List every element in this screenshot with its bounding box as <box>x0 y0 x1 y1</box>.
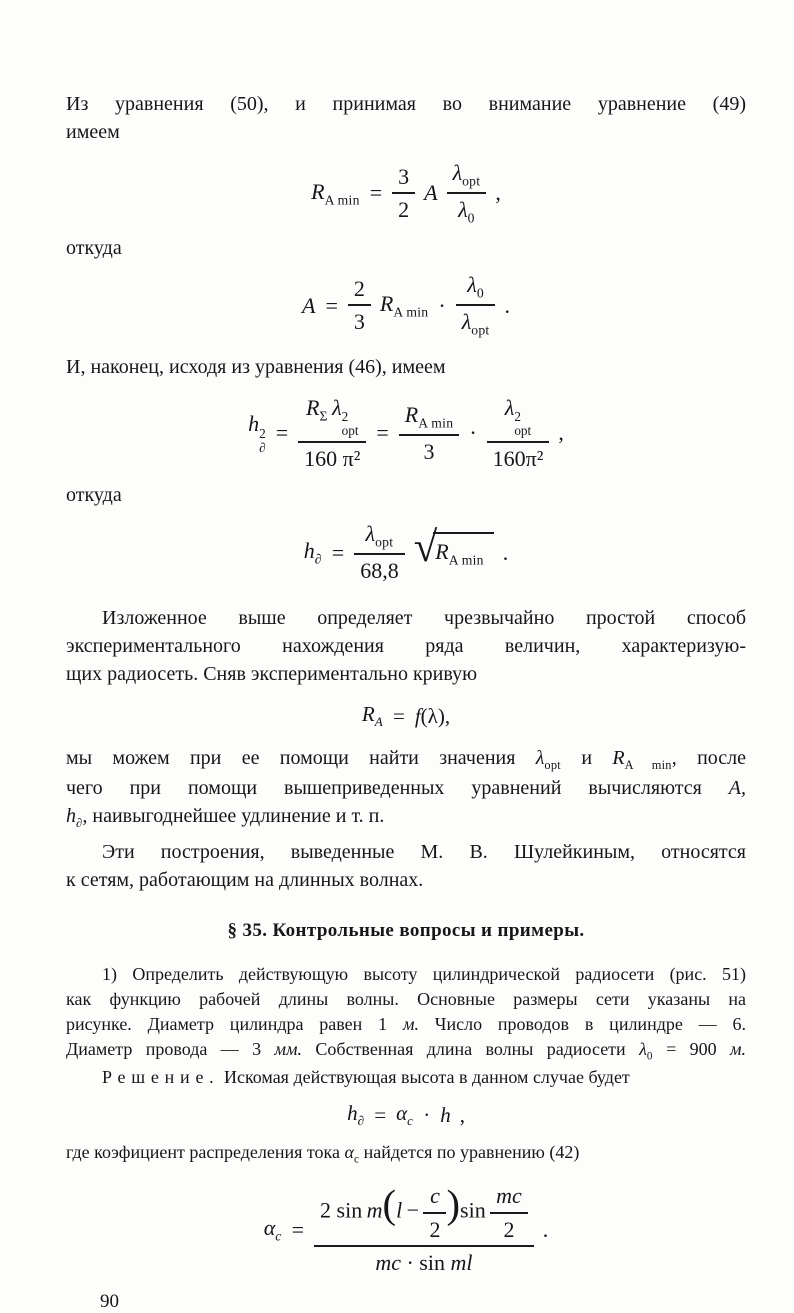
math-token: $R_A$ <box>361 701 383 729</box>
text-segment: opt <box>544 757 561 772</box>
text-segment: мм. <box>274 1038 303 1059</box>
formula-r-a-min <box>66 160 746 226</box>
formula-h-effective <box>66 521 746 583</box>
text-segment: И, наконец, исходя из уравнения (46), имеем <box>66 355 446 378</box>
math-token: $R_{A min}$ <box>311 178 360 208</box>
text-line <box>66 802 746 832</box>
math-token: , <box>495 180 501 206</box>
math-token: = <box>369 180 383 206</box>
paragraph-coefficient <box>66 1140 746 1168</box>
text-line <box>66 1140 746 1168</box>
math-token: = <box>275 420 289 446</box>
math-token: $h_\partial$ <box>303 537 322 567</box>
math-token: = <box>331 539 345 565</box>
text-segment: A, <box>728 777 746 799</box>
text-segment: Искомая действующая высота в данном случае будет <box>219 1066 630 1087</box>
formula-h-alpha <box>66 1101 746 1129</box>
math-token: · <box>423 1103 431 1128</box>
math-token: $h_\partial$ <box>347 1101 365 1129</box>
text-segment: Эти построения, выведенные М. В. Шулейкиным, относятся <box>102 841 746 864</box>
paragraph-whence-1 <box>66 234 746 262</box>
text-line <box>66 1037 746 1065</box>
text-segment: , наивыгоднейшее удлинение и т. п. <box>82 805 385 827</box>
text-line <box>66 604 746 632</box>
text-segment: 1) Определить действующую высоту цилиндрической радиосети (рис. 51) <box>102 964 746 985</box>
text-segment: A min <box>624 757 672 772</box>
text-segment: h <box>66 805 76 827</box>
section-heading: § 35. Контрольные вопросы и примеры. <box>227 920 585 942</box>
text-segment: Из уравнения (50), и принимая во внимание уравнение (49) <box>66 93 746 115</box>
text-segment: где коэфициент распределения тока <box>66 1141 345 1162</box>
text-segment: мы можем при ее помощи найти значения <box>66 746 536 769</box>
text-segment: R <box>612 746 625 769</box>
math-token: , <box>558 420 564 446</box>
text-segment: как функцию рабочей длины волны. Основные размеры сети указаны на <box>66 989 746 1010</box>
text-segment: к сетям, работающим на длинных волнах. <box>66 869 424 892</box>
text-line <box>66 118 746 146</box>
text-segment: , после <box>671 746 747 769</box>
math-token: . <box>542 1216 549 1242</box>
formula-h-squared <box>66 395 746 472</box>
fraction: $\frac{3}{2}$ <box>392 164 415 223</box>
text-segment: чего при помощи вышеприведенных уравнений вычисляются <box>66 777 729 799</box>
paragraph-described <box>66 604 746 688</box>
text-line <box>66 632 746 660</box>
fraction: $\frac{\lambda_{opt}}{\lambda_0}$ <box>447 160 487 226</box>
math-token: = <box>291 1216 305 1242</box>
text-segment: c <box>353 1153 360 1166</box>
text-line <box>66 987 746 1012</box>
text-segment: экспериментального нахождения ряда величин, характеризую- <box>66 634 746 657</box>
fraction: $\frac{2}{3}$ <box>348 276 371 335</box>
text-segment: Число проводов в цилиндре — 6. <box>418 1013 746 1034</box>
text-line <box>66 838 746 866</box>
math-token: = <box>325 292 338 318</box>
text-line <box>66 866 746 894</box>
text-line <box>66 774 746 802</box>
math-token: $R_{A min}$ <box>379 290 429 320</box>
fraction: $\frac{R_{A min}}{3}$ <box>399 402 460 464</box>
text-line <box>66 90 746 118</box>
formula-a <box>66 272 746 338</box>
paragraph-after-curve <box>66 744 746 833</box>
math-token: A <box>424 180 438 206</box>
text-segment: Изложенное выше определяет чрезвычайно простой способ <box>102 606 746 629</box>
text-segment: рисунке. Диаметр цилиндра равен 1 <box>66 1013 403 1034</box>
text-segment: щих радиосеть. Сняв экспериментально кривую <box>66 662 478 685</box>
paragraph-whence-2 <box>66 481 746 509</box>
math-token: $\alpha_c$ <box>263 1214 282 1244</box>
math-token: · <box>469 420 477 446</box>
text-line <box>66 1012 746 1037</box>
text-segment: м. <box>730 1038 746 1059</box>
fraction: λ 2 opt 160π² <box>487 395 550 472</box>
formula-alpha-c <box>66 1183 746 1275</box>
text-segment: = 900 <box>652 1038 730 1059</box>
text-segment: и <box>561 746 613 769</box>
math-token: h 2 ∂ <box>248 411 266 455</box>
math-token: · <box>438 292 446 318</box>
text-segment: Собственная длина волны радиосети <box>302 1038 640 1059</box>
text-segment: ∂ <box>76 815 83 830</box>
text-segment: м. <box>402 1013 419 1034</box>
square-root: √ $R_{A min}$ <box>414 531 494 574</box>
text-segment: имеем <box>66 121 120 143</box>
text-segment: λ <box>535 746 545 769</box>
text-segment: откуда <box>66 237 122 260</box>
math-token: $\alpha_c$ <box>396 1101 414 1129</box>
math-token: A <box>302 292 316 318</box>
text-line <box>66 744 746 774</box>
math-token: = <box>374 1103 387 1128</box>
text-line <box>66 1065 746 1090</box>
text-segment: Диаметр провода — 3 <box>66 1038 275 1059</box>
math-token: . <box>504 292 510 318</box>
math-token: h <box>440 1103 451 1128</box>
text-line <box>66 962 746 987</box>
math-token: = <box>376 420 389 446</box>
text-segment: найдется по уравнению (42) <box>359 1141 580 1162</box>
math-token: f(λ), <box>414 703 451 728</box>
fraction: 2 sin m(l − $\frac{c}{2}$ )sin $\frac{mc}{2}$ mc · sin ml <box>314 1183 534 1275</box>
paragraph-problem <box>66 962 746 1089</box>
paragraph-finally <box>66 353 746 381</box>
text-segment: α <box>344 1141 354 1162</box>
paragraph-intro <box>66 90 746 146</box>
text-line <box>66 234 746 262</box>
text-line <box>66 660 746 688</box>
fraction: $\frac{\lambda_0}{\lambda_{opt}}$ <box>456 272 496 338</box>
page-number: 90 <box>100 1291 119 1313</box>
fraction: $R_\Sigma$ λ 2 opt 160 π² <box>298 395 366 472</box>
text-line <box>66 353 746 381</box>
text-segment: λ <box>639 1038 647 1059</box>
text-segment: 0 <box>646 1050 653 1063</box>
math-token: . <box>502 539 509 565</box>
formula-r-a-lambda <box>66 702 746 730</box>
text-segment: Решение. <box>102 1066 220 1087</box>
text-line <box>66 481 746 509</box>
fraction: $\frac{\lambda_{opt}}{68,8}$ <box>354 521 405 583</box>
math-token: = <box>392 703 405 728</box>
text-segment: откуда <box>66 484 122 507</box>
paragraph-shuleykin <box>66 838 746 894</box>
math-token: , <box>459 1103 465 1128</box>
